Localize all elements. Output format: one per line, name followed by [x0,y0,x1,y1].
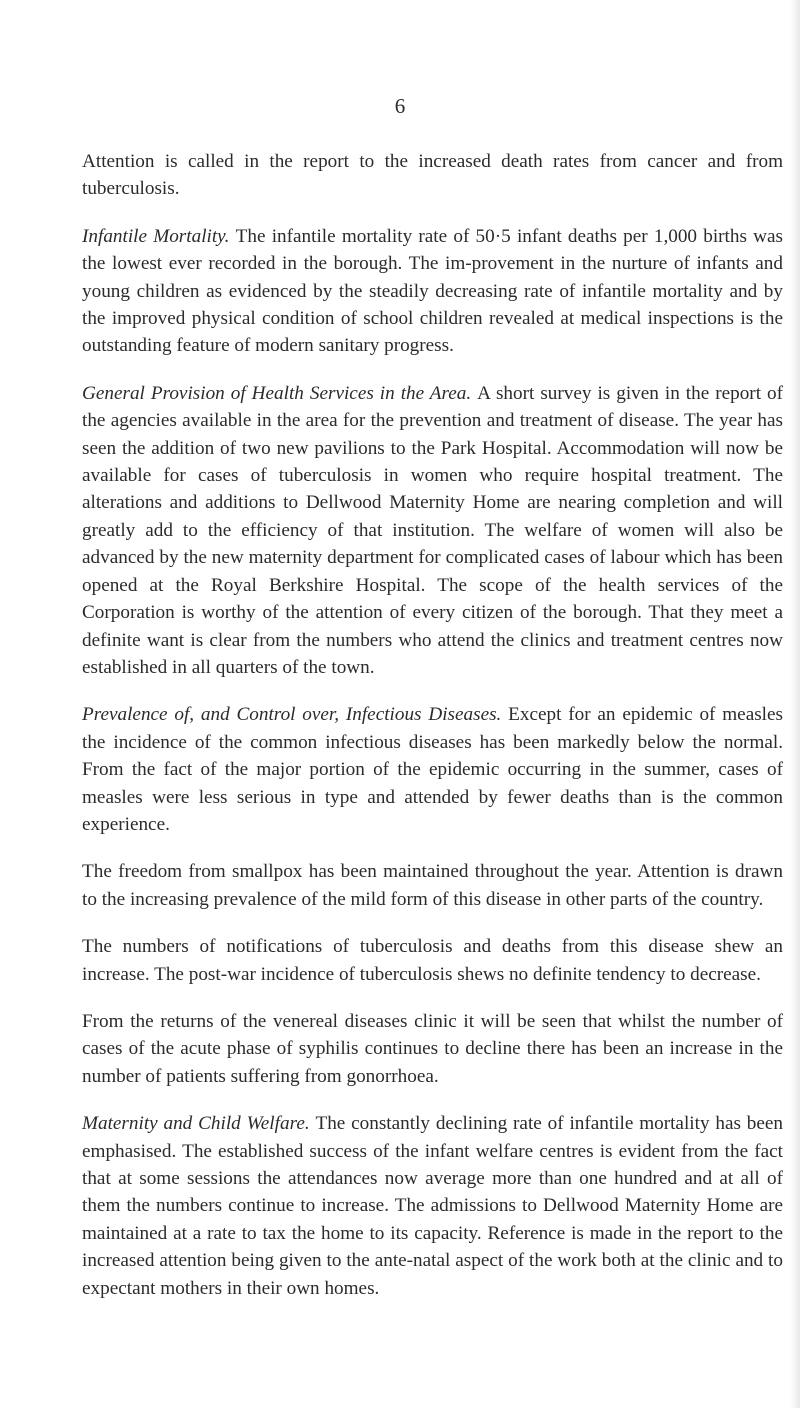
paragraph-health-services [82,380,783,681]
paragraph-venereal-diseases [82,1008,783,1090]
paragraph-smallpox [82,858,783,913]
paragraph-text: A short survey is given in the report of the agencies available in the area for the prevention and treatment of disease. The year has seen the addition of two new pavilions to the Park Hospital. Accommodation will now be available for cases of tuberculosis in women who require hospital treatment. The alterations and additions to Dellwood Maternity Home are nearing completion and will greatly add to the efficiency of that institution. The welfare of women will also be advanced by the new maternity department for complicated cases of labour which has been opened at the Royal Berkshire Hospital. The scope of the health services of the Corporation is worthy of the attention of every citizen of the borough. That they meet a definite want is clear from the numbers who attend the clinics and treatment centres now established in all quarters of the town. [82,382,784,678]
paragraph-text: The freedom from smallpox has been maintained throughout the year. Attention is drawn to the increasing prevalence of the mild form of this disease in other parts of the country. [82,861,783,910]
report-body [82,148,783,1322]
paragraph-cancer-tuberculosis [82,148,783,203]
paragraph-infectious-diseases [82,701,783,838]
paragraph-maternity-child-welfare [82,1110,783,1302]
section-heading-maternity-child-welfare: Maternity and Child Welfare. [82,1113,316,1135]
page-number: 6 [394,94,406,118]
paragraph-text: Attention is called in the report to the increased death rates from cancer and from tuberculosis. [82,151,783,200]
section-heading-infectious-diseases: Prevalence of, and Control over, Infectious Diseases. [82,704,509,726]
paragraph-text: The constantly declining rate of infantile mortality has been emphasised. The established success of the infant welfare centres is evident from the fact that at some sessions the attendances now average more than one hundred and at all of them the numbers continue to increase. The admissions to Dellwood Maternity Home are maintained at a rate to tax the home to its capacity. Reference is made in the report to the increased attention being given to the ante-natal aspect of the work both at the clinic and to expectant mothers in their own homes. [82,1113,783,1299]
page-edge-shadow [790,0,800,1408]
paragraph-tuberculosis [82,933,783,988]
paragraph-text: Except for an epidemic of measles the incidence of the common infectious diseases has been markedly below the normal. From the fact of the major portion of the epidemic occurring in the summer, cases of measles were less serious in type and attended by fewer deaths than is the common experience. [82,704,783,835]
paragraph-text: The numbers of notifications of tuberculosis and deaths from this disease shew an increase. The post-war incidence of tuberculosis shews no definite tendency to decrease. [82,936,783,985]
section-heading-infantile-mortality: Infantile Mortality. [82,225,236,247]
paragraph-text: From the returns of the venereal diseases clinic it will be seen that whilst the number of cases of the acute phase of syphilis continues to decline there has been an increase in the number of patients suffering from gonorrhoea. [82,1010,783,1087]
section-heading-health-services: General Provision of Health Services in the Area. [82,382,478,404]
paragraph-infantile-mortality [82,223,783,360]
paragraph-text: The infantile mortality rate of 50·5 infant deaths per 1,000 births was the lowest ever recorded in the borough. The im-provement in the nurture of infants and young children as evidenced by the steadily decreasing rate of infantile mortality and by the improved physical condition of school children revealed at medical inspections is the outstanding feature of modern sanitary progress. [82,225,783,357]
